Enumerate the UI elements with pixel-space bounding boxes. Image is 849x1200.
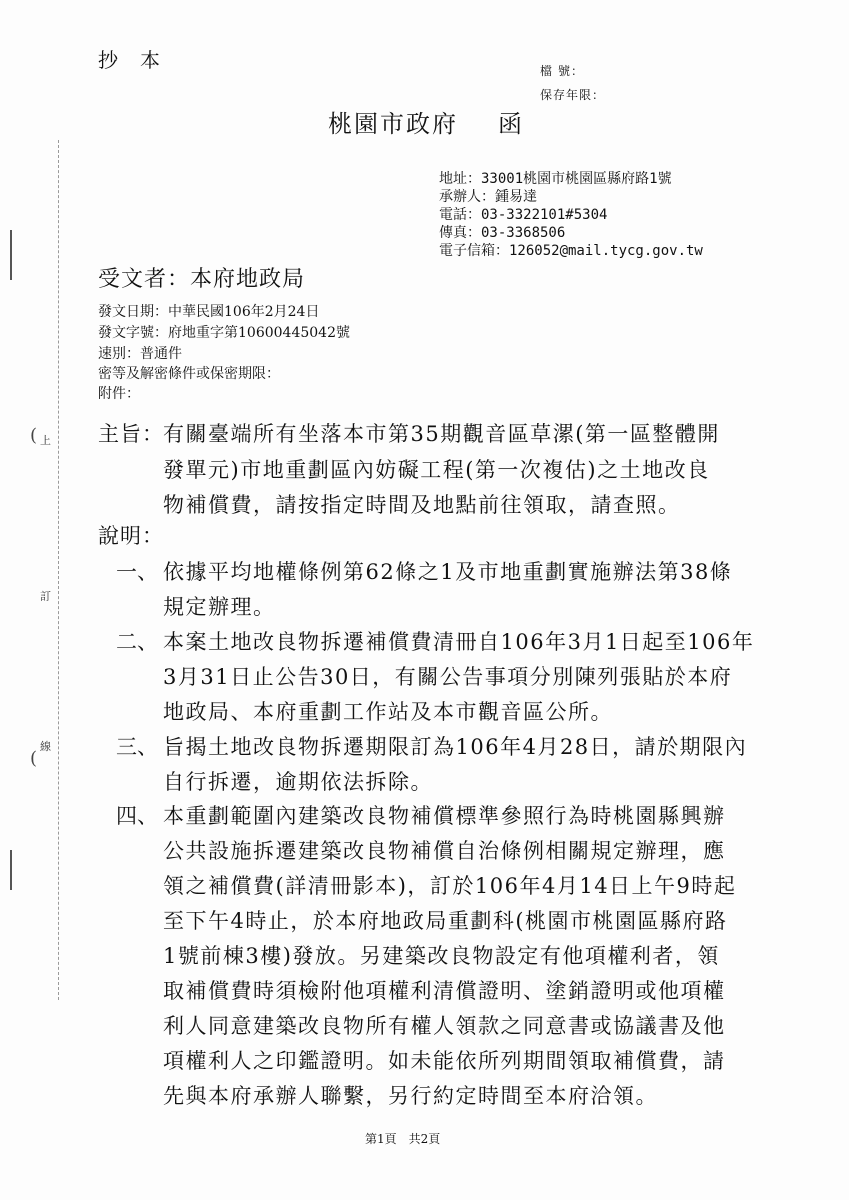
explanation-label: 說明： [98, 524, 164, 548]
margin-mark-binding: 訂 [40, 590, 51, 603]
contact-handler: 承辦人：鍾易達 [439, 189, 537, 205]
attachment: 附件： [98, 386, 140, 402]
item-line: 先與本府承辦人聯繫，另行約定時間至本府洽領。 [163, 1084, 658, 1108]
page-footer [365, 1130, 440, 1147]
contact-address: 地址：33001桃園市桃園區縣府路1號 [439, 171, 672, 187]
issue-date: 發文日期：中華民國106年2月24日 [98, 304, 320, 320]
scan-mark [10, 850, 12, 890]
item-line: 利人同意建築改良物所有權人領款之同意書或協議書及他 [163, 1014, 726, 1038]
margin-mark-top: 上 [40, 434, 51, 447]
retention-period: 保存年限： [540, 88, 606, 102]
subject-line: 有關臺端所有坐落本市第35期觀音區草漯(第一區整體開 [163, 422, 720, 446]
item-line: 3月31日止公告30日，有關公告事項分別陳列張貼於本府 [163, 665, 733, 689]
item-line: 依據平均地權條例第62條之1及市地重劃實施辦法第38條 [163, 560, 733, 584]
item-line: 旨揭土地改良物拆遷期限訂為106年4月28日，請於期限內 [163, 735, 748, 759]
item-number: 三、 [116, 735, 158, 759]
document-title [328, 104, 524, 139]
title-type: 函 [498, 110, 524, 138]
item-line: 公共設施拆遷建築改良物補償自治條例相關規定辦理，應 [163, 839, 726, 863]
archive-label: 檔 [540, 64, 554, 78]
item-number: 四、 [116, 804, 158, 828]
copy-label: 抄本 [98, 48, 182, 72]
contact-email: 電子信箱：126052@mail.tycg.gov.tw [439, 243, 703, 259]
scan-mark [10, 230, 12, 280]
page-number: 第1頁 [365, 1132, 397, 1146]
item-line: 取補償費時須檢附他項權利清償證明、塗銷證明或他項權 [163, 979, 726, 1003]
margin-mark-line: 線 [40, 740, 51, 753]
document-number: 發文字號：府地重字第10600445042號 [98, 325, 350, 341]
item-line: 地政局、本府重劃工作站及本市觀音區公所。 [163, 700, 613, 724]
subject-line: 發單元)市地重劃區內妨礙工程(第一次複估)之土地改良 [163, 458, 710, 482]
item-line: 本重劃範圍內建築改良物補償標準參照行為時桃園縣興辦 [163, 804, 726, 828]
contact-fax: 傳真：03-3368506 [439, 225, 566, 241]
item-line: 1號前棟3樓)發放。另建築改良物設定有他項權利者，領 [163, 944, 720, 968]
subject-line: 物補償費，請按指定時間及地點前往領取，請查照。 [163, 493, 681, 517]
title-organization: 桃園市政府 [328, 110, 458, 138]
subject-label: 主旨： [98, 422, 164, 446]
margin-paren: ( [30, 425, 38, 446]
item-line: 自行拆遷，逾期依法拆除。 [163, 770, 433, 794]
page-total: 共2頁 [408, 1132, 441, 1146]
recipient: 受文者：本府地政局 [98, 267, 306, 292]
item-line: 本案土地改良物拆遷補償費清冊自106年3月1日起至106年 [163, 630, 755, 654]
delivery-speed: 速別：普通件 [98, 346, 182, 362]
item-line: 規定辦理。 [163, 595, 276, 619]
secrecy-level: 密等及解密條件或保密期限： [98, 366, 280, 382]
margin-paren: ( [30, 748, 38, 769]
item-line: 領之補償費(詳清冊影本)，訂於106年4月14日上午9時起 [163, 874, 737, 898]
item-line: 項權利人之印鑑證明。如未能依所列期間領取補償費，請 [163, 1049, 726, 1073]
archive-label-2: 號： [558, 64, 585, 78]
item-number: 二、 [116, 630, 158, 654]
binding-line [58, 140, 59, 1000]
archive-number [540, 62, 584, 79]
item-line: 至下午4時止，於本府地政局重劃科(桃園市桃園區縣府路 [163, 909, 728, 933]
item-number: 一、 [116, 560, 158, 584]
contact-phone: 電話：03-3322101#5304 [439, 207, 608, 223]
